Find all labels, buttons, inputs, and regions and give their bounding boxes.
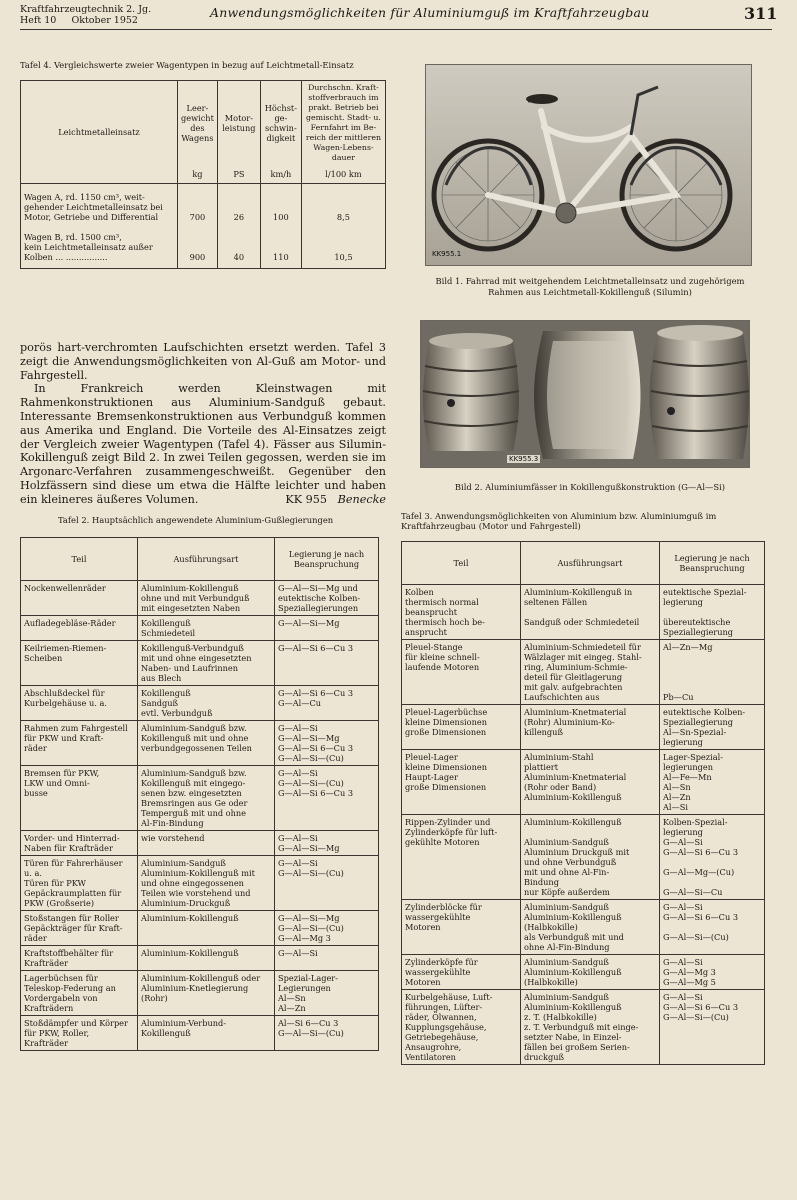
tafel4-row-b-desc: Wagen B, rd. 1500 cm³, kein Leichtmetalleinsatz außer Kolben ... ................ xyxy=(21,224,178,269)
tafel3-body xyxy=(402,585,765,1065)
tafel3-header-row xyxy=(402,542,765,585)
cell-teil: Pleuel-Lager kleine Dimensionen Haupt-Lager große Dimensionen xyxy=(402,750,521,815)
tafel4-row-b-speed: 110 xyxy=(260,224,301,269)
table-row xyxy=(21,616,379,641)
cell-legierung: eutektische Spezial- legierung übereutektische Speziallegierung xyxy=(660,585,765,640)
tafel3-table xyxy=(401,541,765,1065)
cell-ausfuehrung: Kokillenguß Sandguß evtl. Verbundguß xyxy=(138,686,275,721)
cell-teil: Kraftstoffbehälter für Krafträder xyxy=(21,946,138,971)
table-row xyxy=(402,705,765,750)
running-title: Anwendungsmöglichkeiten für Aluminiumguß im Kraftfahrzeugbau xyxy=(210,5,650,20)
cell-teil: Lagerbüchsen für Teleskop-Federung an Vordergabeln von Krafträdern xyxy=(21,971,138,1016)
tafel3-header-legierung: Legierung je nach Beanspruchung xyxy=(660,542,765,585)
cell-teil: Pleuel-Stange für kleine schnell- laufende Motoren xyxy=(402,640,521,705)
cell-teil: Zylinderköpfe für wassergekühlte Motoren xyxy=(402,955,521,990)
cell-ausfuehrung: Aluminium-Sandguß bzw. Kokillenguß mit eingego- senen bzw. eingesetzten Bremsringen aus Ge oder Temperguß mit und ohne Al-Fin-Bindung xyxy=(138,766,275,831)
cell-ausfuehrung: Kokillenguß-Verbundguß mit und ohne eingesetzten Naben- und Laufrinnen aus Blech xyxy=(138,641,275,686)
cell-teil: Abschlußdeckel für Kurbelgehäuse u. a. xyxy=(21,686,138,721)
cell-legierung: G—Al—Si G—Al—Si—(Cu) xyxy=(275,856,379,911)
body-author: Benecke xyxy=(337,492,386,506)
tafel4-caption: Tafel 4. Vergleichswerte zweier Wagentypen in bezug auf Leichtmetall-Einsatz xyxy=(20,60,354,70)
journal-line-2: Heft 10 Oktober 1952 xyxy=(20,15,138,26)
cell-ausfuehrung: Aluminium-Knetmaterial (Rohr) Aluminium-Ko- killenguß xyxy=(521,705,660,750)
cell-ausfuehrung: Aluminium-Verbund- Kokillenguß xyxy=(138,1016,275,1051)
table-row xyxy=(21,946,379,971)
cell-legierung: G—Al—Si G—Al—Si 6—Cu 3 G—Al—Si—(Cu) xyxy=(660,900,765,955)
bicycle-illustration xyxy=(426,65,751,265)
cell-ausfuehrung: Aluminium-Kokillenguß oder Aluminium-Knetlegierung (Rohr) xyxy=(138,971,275,1016)
cell-teil: Nockenwellenräder xyxy=(21,581,138,616)
tafel4-unit-2: kg xyxy=(178,165,218,184)
tafel4-row-a-desc: Wagen A, rd. 1150 cm³, weit- gehender Leichtmetalleinsatz bei Motor, Getriebe und Differential xyxy=(21,184,178,225)
tafel4-table xyxy=(20,80,386,269)
tafel3-header-ausfuehrung: Ausführungsart xyxy=(521,542,660,585)
table-row xyxy=(21,1016,379,1051)
tafel2-table xyxy=(20,537,379,1051)
cell-teil: Kurbelgehäuse, Luft- führungen, Lüfter- räder, Ölwannen, Kupplungsgehäuse, Getriebegehäuse, Ansaugrohre, Ventilatoren xyxy=(402,990,521,1065)
tafel4-row-a xyxy=(21,184,386,225)
tafel3-caption: Tafel 3. Anwendungsmöglichkeiten von Aluminium bzw. Aluminiumguß im Kraftfahrzeugbau (Motor und Fahrgestell) xyxy=(401,511,717,531)
body-paragraph-1: porös hart-verchromten Laufschichten ersetzt werden. Tafel 3 zeigt die Anwendungsmöglichkeiten von Al-Guß am Motor- und Fahrgestell. xyxy=(20,341,386,382)
cell-teil: Kolben thermisch normal beansprucht thermisch hoch be- ansprucht xyxy=(402,585,521,640)
cell-legierung: G—Al—Si—Mg G—Al—Si—(Cu) G—Al—Mg 3 xyxy=(275,911,379,946)
cell-ausfuehrung: Aluminium-Kokillenguß Aluminium-Sandguß Aluminium Druckguß mit und ohne Verbundguß mit und ohne Al-Fin- Bindung nur Köpfe außerdem xyxy=(521,815,660,900)
bild2-caption: Bild 2. Aluminiumfässer in Kokillengußkonstruktion (G—Al—Si) xyxy=(454,482,726,492)
bild1-label: KK955.1 xyxy=(432,250,462,258)
cell-teil: Vorder- und Hinterrad- Naben für Krafträder xyxy=(21,831,138,856)
cell-legierung: G—Al—Si—Mg und eutektische Kolben- Speziallegierungen xyxy=(275,581,379,616)
journal-info xyxy=(20,4,151,26)
tafel4-unit-5: l/100 km xyxy=(301,165,385,184)
tafel4-row-b-fuel: 10,5 xyxy=(301,224,385,269)
cell-teil: Aufladegebläse-Räder xyxy=(21,616,138,641)
tafel4-row-b-weight: 900 xyxy=(178,224,218,269)
tafel4-row-a-weight: 700 xyxy=(178,184,218,225)
table-row xyxy=(21,911,379,946)
cell-ausfuehrung: Aluminium-Sandguß Aluminium-Kokillenguß (Halbkokille) xyxy=(521,955,660,990)
tafel4-col-3: Motor- leistung xyxy=(217,81,260,166)
barrels-illustration xyxy=(421,321,749,467)
cell-legierung: G—Al—Si G—Al—Mg 3 G—Al—Mg 5 xyxy=(660,955,765,990)
cell-teil: Stoßstangen für Roller Gepäckträger für Kraft- räder xyxy=(21,911,138,946)
tafel4-header-row xyxy=(21,81,386,166)
table-row xyxy=(402,585,765,640)
table-row xyxy=(21,686,379,721)
tafel2-header-teil: Teil xyxy=(21,538,138,581)
tafel4-col-4: Höchst- ge- schwin- digkeit xyxy=(260,81,301,166)
table-row xyxy=(402,815,765,900)
barrel-left xyxy=(423,333,519,451)
cell-ausfuehrung: Aluminium-Stahl plattiert Aluminium-Knetmaterial (Rohr oder Band) Aluminium-Kokillenguß xyxy=(521,750,660,815)
tafel2-caption: Tafel 2. Hauptsächlich angewendete Aluminium-Gußlegierungen xyxy=(58,515,334,525)
tafel4-col-5: Durchschn. Kraft- stoffverbrauch im prakt. Betrieb bei gemischt. Stadt- u. Fernfahrt im Be- reich der mittleren Wagen-Lebens- dauer xyxy=(301,81,385,166)
tafel4-row-a-power: 26 xyxy=(217,184,260,225)
cell-ausfuehrung: Aluminium-Sandguß Aluminium-Kokillenguß z. T. (Halbkokille) z. T. Verbundguß mit einge- setzter Nabe, in Einzel- fällen bei großem Serien- druckguß xyxy=(521,990,660,1065)
cell-legierung: G—Al—Si—Mg xyxy=(275,616,379,641)
cell-ausfuehrung: Aluminium-Kokillenguß xyxy=(138,946,275,971)
cell-legierung: Spezial-Lager- Legierungen Al—Sn Al—Zn xyxy=(275,971,379,1016)
table-row xyxy=(21,766,379,831)
cell-teil: Zylinderblöcke für wassergekühlte Motoren xyxy=(402,900,521,955)
cell-ausfuehrung: Aluminium-Kokillenguß ohne und mit Verbundguß mit eingesetzten Naben xyxy=(138,581,275,616)
cell-legierung: Al—Zn—Mg Pb—Cu xyxy=(660,640,765,705)
table-row xyxy=(402,955,765,990)
bild2-label: KK955.3 xyxy=(509,455,539,463)
cell-legierung: G—Al—Si G—Al—Si 6—Cu 3 G—Al—Si—(Cu) xyxy=(660,990,765,1065)
cell-legierung: G—Al—Si G—Al—Si—Mg G—Al—Si 6—Cu 3 G—Al—Si—(Cu) xyxy=(275,721,379,766)
cell-legierung: G—Al—Si xyxy=(275,946,379,971)
body-paragraph-2 xyxy=(20,382,386,506)
cell-legierung: G—Al—Si 6—Cu 3 xyxy=(275,641,379,686)
cell-teil: Pleuel-Lagerbüchse kleine Dimensionen große Dimensionen xyxy=(402,705,521,750)
table-row xyxy=(21,831,379,856)
table-row xyxy=(402,900,765,955)
cell-teil: Rippen-Zylinder und Zylinderköpfe für luft- gekühlte Motoren xyxy=(402,815,521,900)
tafel2-header-ausfuehrung: Ausführungsart xyxy=(138,538,275,581)
page-number: 311 xyxy=(744,4,778,23)
tafel3-header-teil: Teil xyxy=(402,542,521,585)
journal-line-1: Kraftfahrzeugtechnik 2. Jg. xyxy=(20,4,152,15)
table-row xyxy=(21,581,379,616)
table-row xyxy=(402,990,765,1065)
cell-legierung: eutektische Kolben- Speziallegierung Al—Sn-Spezial- legierung xyxy=(660,705,765,750)
cell-teil: Türen für Fahrerhäuser u. a. Türen für PKW Gepäckraumplatten für PKW (Großserie) xyxy=(21,856,138,911)
table-row xyxy=(402,640,765,705)
tafel4-col-2: Leer- gewicht des Wagens xyxy=(178,81,218,166)
body-signature xyxy=(271,493,386,507)
tafel4-col-1: Leichtmetalleinsatz xyxy=(21,81,178,184)
tafel2-body xyxy=(21,581,379,1051)
table-row xyxy=(402,750,765,815)
tafel4-unit-3: PS xyxy=(217,165,260,184)
cell-ausfuehrung: Aluminium-Sandguß bzw. Kokillenguß mit und ohne verbundgegossenen Teilen xyxy=(138,721,275,766)
cell-legierung: G—Al—Si G—Al—Si—(Cu) G—Al—Si 6—Cu 3 xyxy=(275,766,379,831)
cell-ausfuehrung: Aluminium-Kokillenguß in seltenen Fällen Sandguß oder Schmiedeteil xyxy=(521,585,660,640)
cell-ausfuehrung: Aluminium-Schmiedeteil für Wälzlager mit eingeg. Stahl- ring, Aluminium-Schmie- deteil für Gleitlagerung mit galv. aufgebrachten Laufschichten aus xyxy=(521,640,660,705)
tafel2-header-row xyxy=(21,538,379,581)
table-row xyxy=(21,641,379,686)
body-text xyxy=(20,341,386,507)
cell-legierung: G—Al—Si G—Al—Si—Mg xyxy=(275,831,379,856)
body-ref: KK 955 xyxy=(285,492,327,506)
cell-ausfuehrung: Aluminium-Sandguß Aluminium-Kokillenguß (Halbkokille) als Verbundguß mit und ohne Al-Fin-Bindung xyxy=(521,900,660,955)
barrel-half xyxy=(534,331,641,459)
cell-teil: Rahmen zum Fahrgestell für PKW und Kraft- räder xyxy=(21,721,138,766)
cell-ausfuehrung: Aluminium-Sandguß Aluminium-Kokillenguß mit und ohne eingegossenen Teilen wie vorstehend und Aluminium-Druckguß xyxy=(138,856,275,911)
tafel4-row-a-speed: 100 xyxy=(260,184,301,225)
tafel4-row-a-fuel: 8,5 xyxy=(301,184,385,225)
barrel-right xyxy=(650,325,750,459)
table-row xyxy=(21,971,379,1016)
tafel4-row-b-power: 40 xyxy=(217,224,260,269)
cell-ausfuehrung: Aluminium-Kokillenguß xyxy=(138,911,275,946)
cell-legierung: Al—Si 6—Cu 3 G—Al—Si—(Cu) xyxy=(275,1016,379,1051)
bild1-photo xyxy=(425,64,752,266)
cell-legierung: Lager-Spezial- legierungen Al—Fe—Mn Al—Sn Al—Zn Al—Si xyxy=(660,750,765,815)
cell-legierung: Kolben-Spezial- legierung G—Al—Si G—Al—Si 6—Cu 3 G—Al—Mg—(Cu) G—Al—Si—Cu xyxy=(660,815,765,900)
cell-teil: Keilriemen-Riemen- Scheiben xyxy=(21,641,138,686)
bild2-photo xyxy=(420,320,750,468)
body-paragraph-2-text: In Frankreich werden Kleinstwagen mit Rahmenkonstruktionen aus Aluminium-Sandguß gebaut. Interessante Bremsenkonstruktionen aus Verbundguß kommen aus Amerika und England. Die Vorteile des Al-Einsatzes zeigt der Vergleich zweier Wagentypen (Tafel 4). Fässer aus Silumin-Kokillenguß zeigt Bild 2. In zwei Teilen gegossen, werden sie im Argonarc-Verfahren zusammengeschweißt. Gegenüber den Holzfässern sind diese um etwa die Hälfte leichter und haben ein kleineres äußeres Volumen. xyxy=(20,382,386,506)
bild1-caption: Bild 1. Fahrrad mit weitgehendem Leichtmetalleinsatz und zugehörigem Rahmen aus Leichtmetall-Kokillenguß (Silumin) xyxy=(435,276,745,297)
tafel4-unit-4: km/h xyxy=(260,165,301,184)
tafel4-row-b xyxy=(21,224,386,269)
header-rule xyxy=(20,29,772,30)
table-row xyxy=(21,721,379,766)
cell-teil: Stoßdämpfer und Körper für PKW, Roller, Krafträder xyxy=(21,1016,138,1051)
cell-ausfuehrung: Kokillenguß Schmiedeteil xyxy=(138,616,275,641)
tafel2-header-legierung: Legierung je nach Beanspruchung xyxy=(275,538,379,581)
cell-legierung: G—Al—Si 6—Cu 3 G—Al—Cu xyxy=(275,686,379,721)
cell-ausfuehrung: wie vorstehend xyxy=(138,831,275,856)
table-row xyxy=(21,856,379,911)
cell-teil: Bremsen für PKW, LKW und Omni- busse xyxy=(21,766,138,831)
